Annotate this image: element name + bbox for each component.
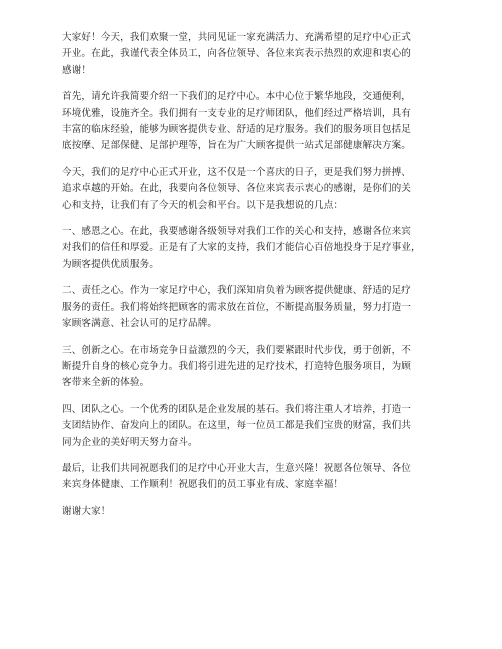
- text-line: 感谢！: [62, 64, 92, 76]
- text-line: 首先，请允许我简要介绍一下我们的足疗中心。本中心位于繁华地段，交通便利，: [62, 91, 411, 103]
- paragraph-gratitude: [62, 224, 444, 273]
- text-line: 客带来全新的体验。: [62, 377, 150, 389]
- text-line: 追求卓越的开始。在此，我要向各位领导、各位来宾表示衷心的感谢，是你们的关: [62, 183, 411, 195]
- paragraph-innovation: [62, 343, 444, 392]
- text-line: 开业。在此，我谨代表全体员工，向各位领导、各位来宾表示热烈的欢迎和衷心的: [62, 48, 411, 60]
- paragraph-thanks: [62, 504, 444, 520]
- text-line: 三、创新之心。在市场竞争日益激烈的今天，我们要紧跟时代步伐，勇于创新，不: [62, 344, 411, 356]
- text-line: 底按摩、足部保健、足部护理等，旨在为广大顾客提供一站式足部健康解决方案。: [62, 140, 411, 152]
- text-line: 环境优雅，设施齐全。我们拥有一支专业的足疗师团队，他们经过严格培训，具有: [62, 107, 411, 119]
- text-line: 心和支持，让我们有了今天的机会和平台。以下是我想说的几点：: [62, 199, 344, 211]
- text-line: 断提升自身的核心竞争力。我们将引进先进的足疗技术，打造特色服务项目，为顾: [62, 360, 411, 372]
- text-line: 对我们的信任和厚爱。正是有了大家的支持，我们才能信心百倍地投身于足疗事业，: [62, 242, 421, 254]
- text-line: 四、团队之心。一个优秀的团队是企业发展的基石。我们将注重人才培养，打造一: [62, 403, 411, 415]
- text-line: 同为企业的美好明天努力奋斗。: [62, 436, 198, 448]
- paragraph-opening: [62, 165, 444, 214]
- paragraph-responsibility: [62, 283, 444, 332]
- text-line: 家顾客满意、社会认可的足疗品牌。: [62, 318, 218, 330]
- text-line: 丰富的临床经验，能够为顾客提供专业、舒适的足疗服务。我们的服务项目包括足: [62, 124, 411, 136]
- text-line: 谢谢大家！: [62, 505, 111, 517]
- paragraph-teamwork: [62, 402, 444, 451]
- text-line: 最后，让我们共同祝愿我们的足疗中心开业大吉，生意兴隆！祝愿各位领导、各位: [62, 462, 411, 474]
- text-line: 二、责任之心。作为一家足疗中心，我们深知肩负着为顾客提供健康、舒适的足疗: [62, 285, 411, 297]
- document-body: [62, 30, 444, 530]
- text-line: 大家好！今天，我们欢聚一堂，共同见证一家充满活力、充满希望的足疗中心正式: [62, 32, 411, 43]
- text-line: 今天，我们的足疗中心正式开业，这不仅是一个喜庆的日子，更是我们努力拼搏、: [62, 166, 411, 178]
- text-line: 来宾身体健康、工作顺利！祝愿我们的员工事业有成、家庭幸福！: [62, 479, 344, 491]
- paragraph-closing-wishes: [62, 461, 444, 494]
- text-line: 服务的责任。我们将始终把顾客的需求放在首位，不断提高服务质量，努力打造一: [62, 301, 411, 313]
- text-line: 支团结协作、奋发向上的团队。在这里，每一位员工都是我们宝贵的财富，我们共: [62, 420, 411, 432]
- paragraph-introduction: [62, 89, 444, 155]
- text-line: 一、感恩之心。在此，我要感谢各级领导对我们工作的关心和支持，感谢各位来宾: [62, 226, 411, 238]
- text-line: 为顾客提供优质服务。: [62, 258, 159, 270]
- paragraph-greeting: [62, 30, 444, 79]
